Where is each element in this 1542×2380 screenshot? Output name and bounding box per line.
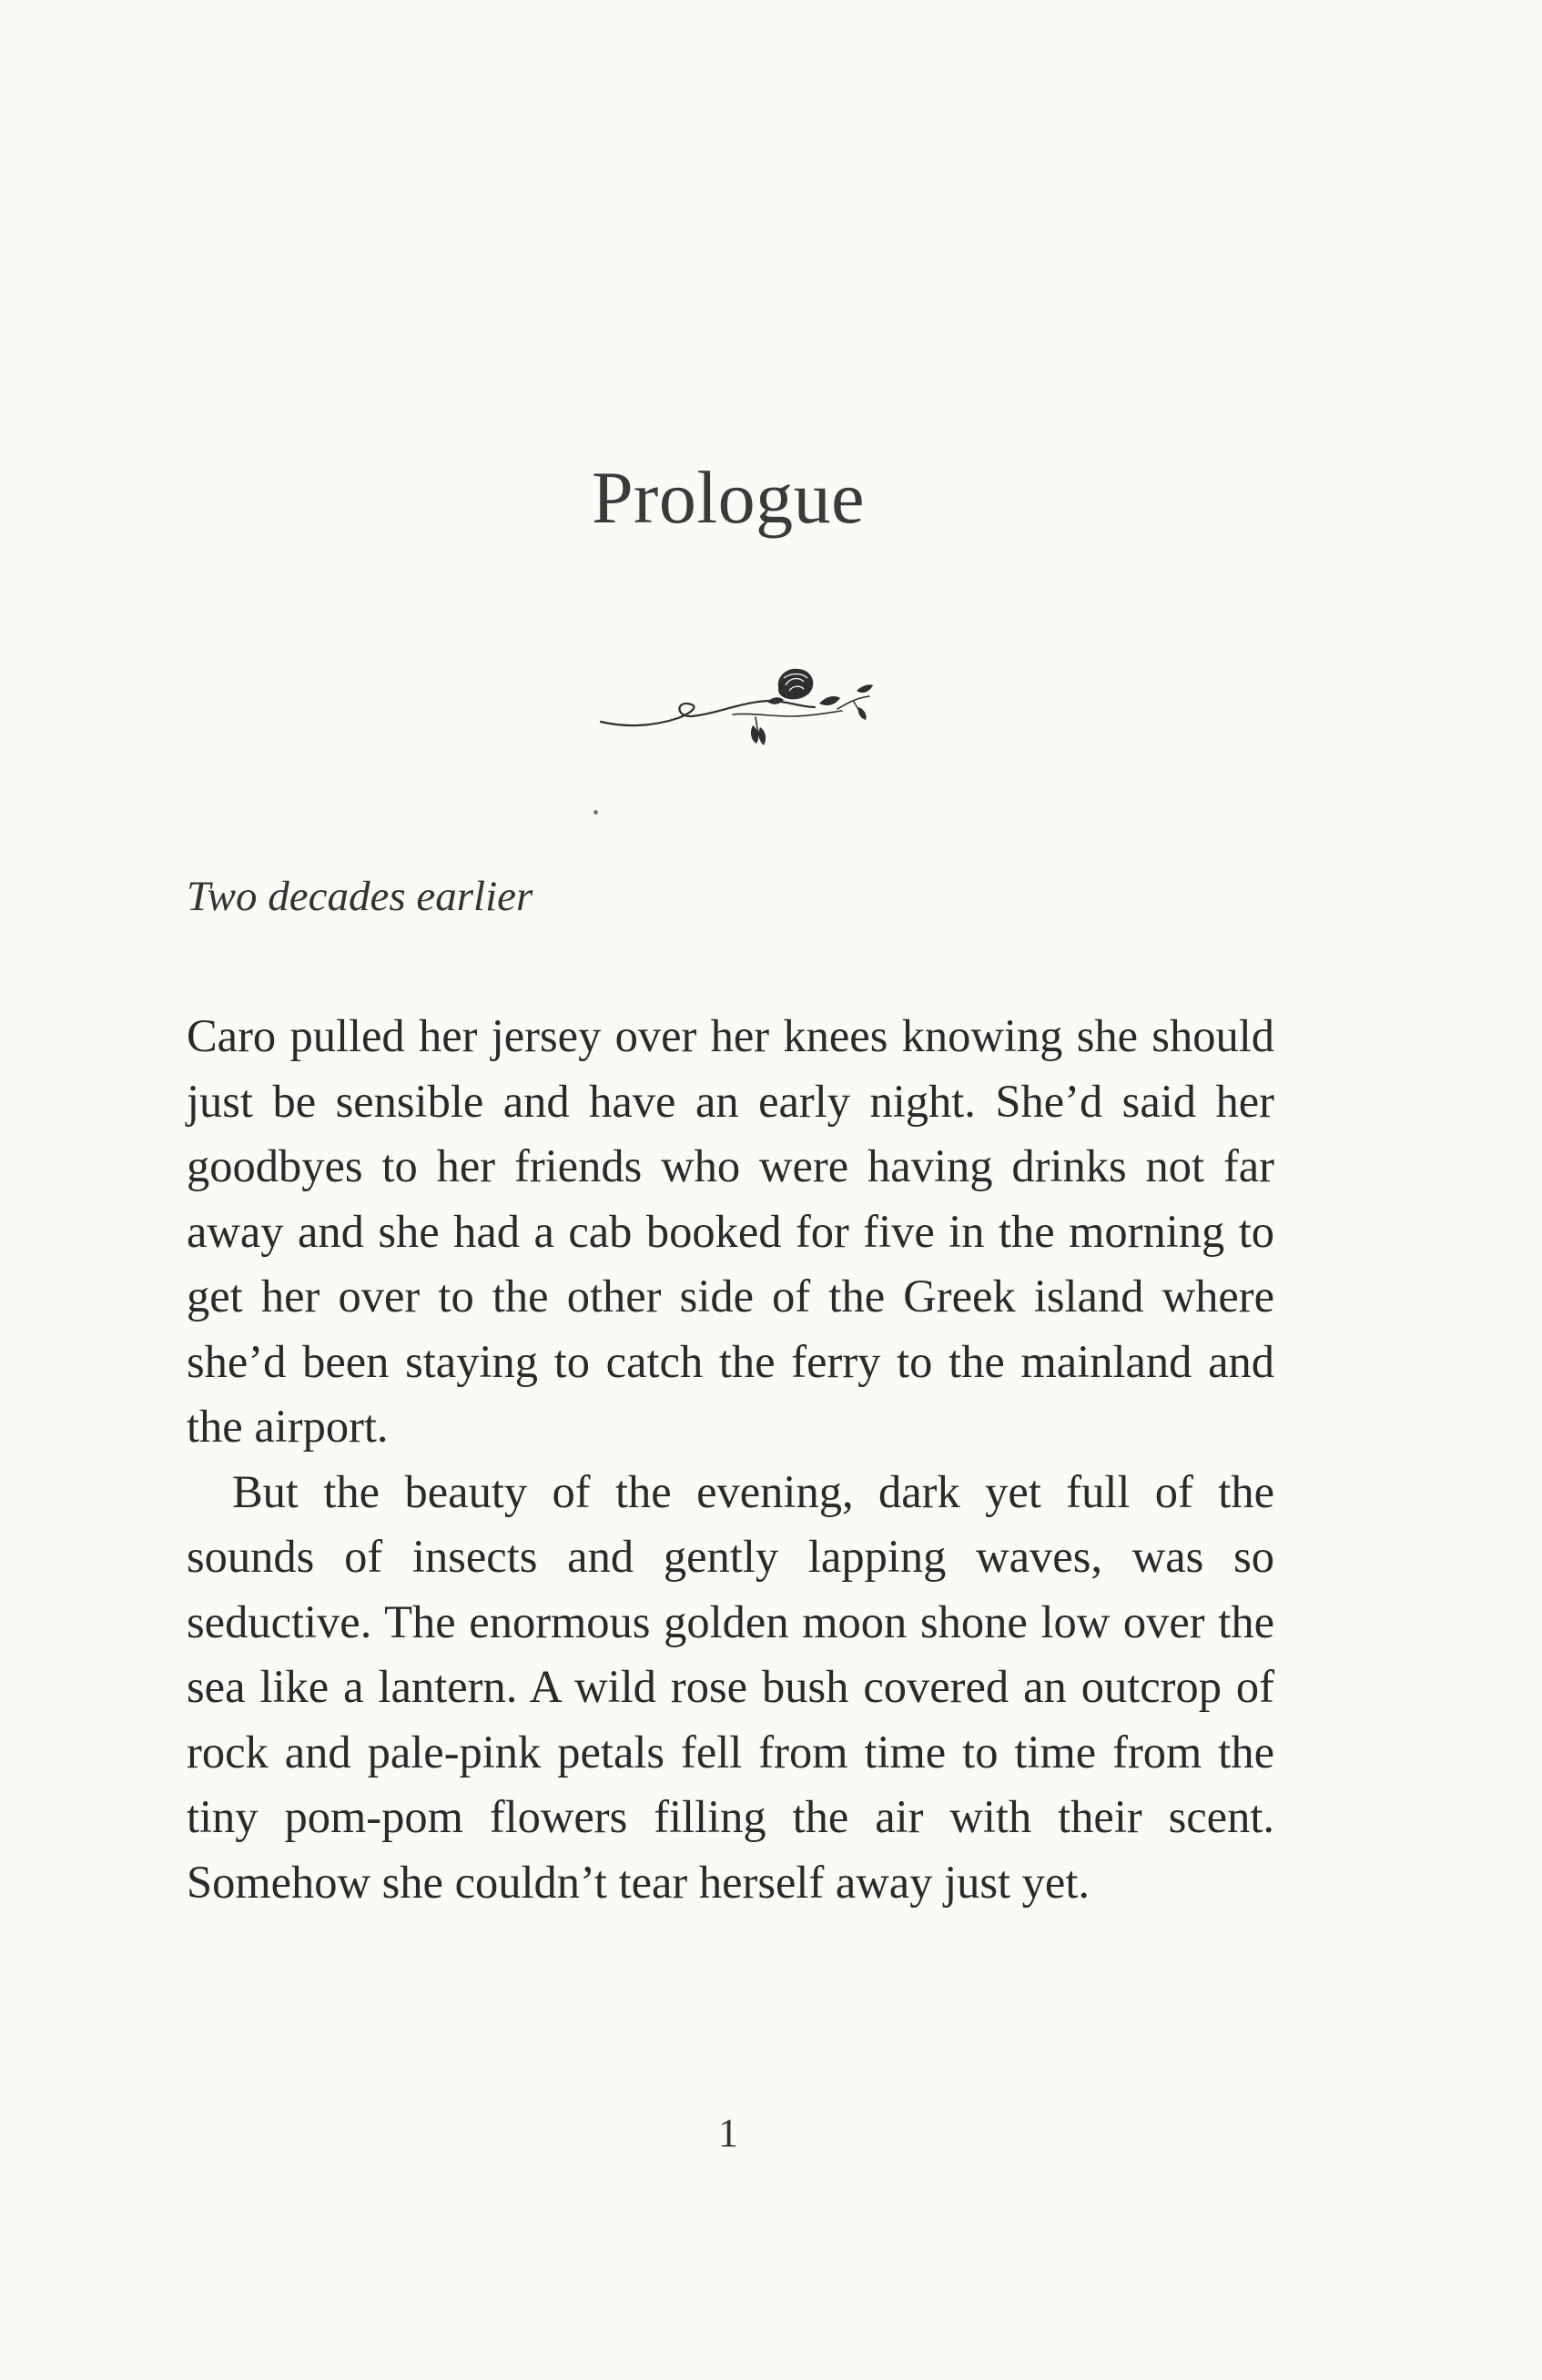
stray-dot [593, 810, 598, 815]
chapter-subtitle: Two decades earlier [187, 873, 533, 920]
paragraph-1: Caro pulled her jersey over her knees knowing she should just be sensible and have an early night. She’d said her goodbyes to her friends who were having drinks not far away and she had a cab booked for five in the morning to get her over to the other side of the Greek island where she’d been staying to catch the ferry to the mainland and the airport. [187, 1010, 1274, 1452]
body-text [187, 1004, 1274, 1915]
paragraph-2: But the beauty of the evening, dark yet full of the sounds of insects and gently lapping waves, was so seductive. The enormous golden moon shone low over the sea like a lantern. A wild rose bush covered an outcrop of rock and pale-pink petals fell from time to time from the tiny pom-pom flowers filling the air with their scent. Somehow she couldn’t tear herself away just yet. [187, 1465, 1274, 1908]
rose-vine-ornament-icon [596, 651, 878, 755]
chapter-title: Prologue [591, 456, 866, 539]
page-number: 1 [718, 2111, 738, 2155]
